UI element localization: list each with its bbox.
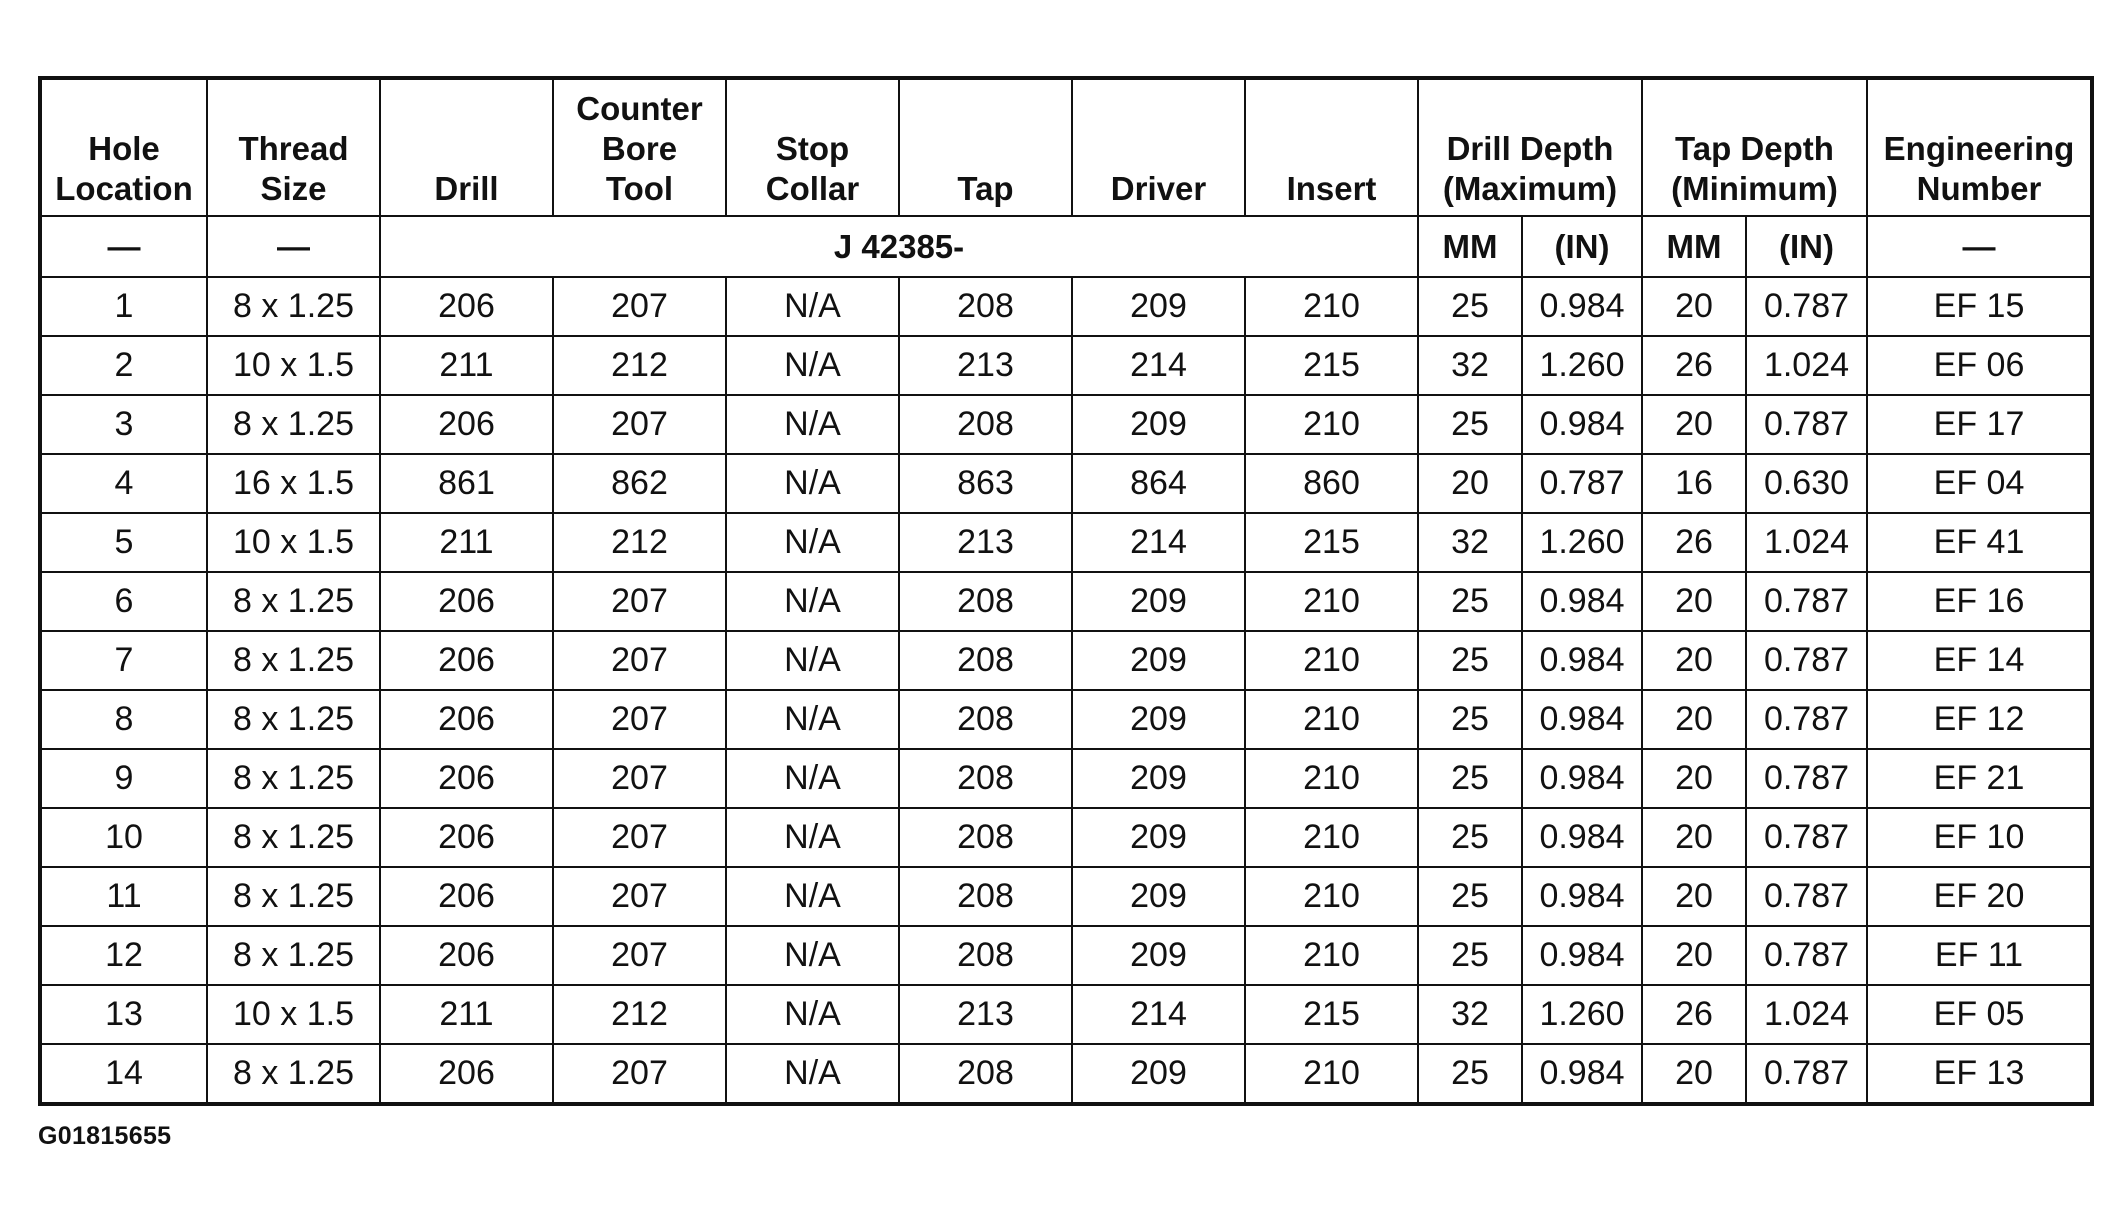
cell-tap-depth-mm: 20 bbox=[1642, 572, 1746, 631]
cell-counter-bore-tool: 207 bbox=[553, 572, 726, 631]
cell-counter-bore-tool: 207 bbox=[553, 277, 726, 336]
cell-counter-bore-tool: 862 bbox=[553, 454, 726, 513]
cell-counter-bore-tool: 207 bbox=[553, 867, 726, 926]
cell-tap-depth-mm: 20 bbox=[1642, 277, 1746, 336]
cell-hole-location: 8 bbox=[40, 690, 207, 749]
cell-thread-size: 8 x 1.25 bbox=[207, 1044, 380, 1104]
table-row bbox=[40, 277, 2092, 336]
header-line: Driver bbox=[1110, 170, 1207, 207]
header-line: Collar bbox=[765, 170, 860, 207]
cell-insert: 215 bbox=[1245, 985, 1418, 1044]
cell-tap: 863 bbox=[899, 454, 1072, 513]
cell-driver: 209 bbox=[1072, 690, 1245, 749]
cell-tap-depth-in: 0.630 bbox=[1746, 454, 1867, 513]
header-line: Thread bbox=[238, 130, 349, 167]
cell-counter-bore-tool: 207 bbox=[553, 808, 726, 867]
cell-drill-depth-in: 0.984 bbox=[1522, 690, 1642, 749]
cell-tap: 208 bbox=[899, 1044, 1072, 1104]
cell-stop-collar: N/A bbox=[726, 1044, 899, 1104]
cell-engineering-number: EF 41 bbox=[1867, 513, 2092, 572]
cell-driver: 864 bbox=[1072, 454, 1245, 513]
cell-drill-depth-in: 0.787 bbox=[1522, 454, 1642, 513]
header-tap-depth bbox=[1642, 78, 1867, 216]
cell-hole-location: 10 bbox=[40, 808, 207, 867]
cell-thread-size: 8 x 1.25 bbox=[207, 926, 380, 985]
unit-subheader-row bbox=[40, 216, 2092, 277]
header-line: Stop bbox=[775, 130, 850, 167]
cell-engineering-number: EF 16 bbox=[1867, 572, 2092, 631]
cell-insert: 215 bbox=[1245, 336, 1418, 395]
cell-insert: 210 bbox=[1245, 926, 1418, 985]
cell-engineering-number: EF 12 bbox=[1867, 690, 2092, 749]
table-row bbox=[40, 454, 2092, 513]
cell-tap-depth-mm: 26 bbox=[1642, 985, 1746, 1044]
subheader-tap-depth-mm: MM bbox=[1642, 216, 1746, 277]
cell-counter-bore-tool: 207 bbox=[553, 749, 726, 808]
cell-drill-depth-mm: 32 bbox=[1418, 985, 1522, 1044]
header-line: Tool bbox=[605, 170, 674, 207]
cell-tap-depth-mm: 20 bbox=[1642, 926, 1746, 985]
header-line: Location bbox=[55, 170, 193, 207]
cell-drill: 206 bbox=[380, 395, 553, 454]
cell-tap: 208 bbox=[899, 395, 1072, 454]
cell-tap: 208 bbox=[899, 277, 1072, 336]
cell-drill: 206 bbox=[380, 690, 553, 749]
cell-tap-depth-in: 1.024 bbox=[1746, 513, 1867, 572]
cell-drill-depth-in: 0.984 bbox=[1522, 631, 1642, 690]
cell-drill: 206 bbox=[380, 572, 553, 631]
cell-stop-collar: N/A bbox=[726, 631, 899, 690]
cell-drill-depth-in: 0.984 bbox=[1522, 749, 1642, 808]
cell-drill-depth-in: 1.260 bbox=[1522, 513, 1642, 572]
cell-drill-depth-mm: 25 bbox=[1418, 749, 1522, 808]
header-tap bbox=[899, 78, 1072, 216]
cell-tap-depth-mm: 20 bbox=[1642, 808, 1746, 867]
cell-drill: 211 bbox=[380, 513, 553, 572]
header-drill-depth bbox=[1418, 78, 1642, 216]
cell-drill: 206 bbox=[380, 867, 553, 926]
cell-thread-size: 8 x 1.25 bbox=[207, 808, 380, 867]
cell-drill-depth-in: 0.984 bbox=[1522, 808, 1642, 867]
cell-insert: 210 bbox=[1245, 690, 1418, 749]
cell-driver: 209 bbox=[1072, 1044, 1245, 1104]
cell-stop-collar: N/A bbox=[726, 867, 899, 926]
cell-driver: 209 bbox=[1072, 867, 1245, 926]
cell-drill: 206 bbox=[380, 1044, 553, 1104]
cell-drill: 211 bbox=[380, 985, 553, 1044]
cell-tap: 213 bbox=[899, 513, 1072, 572]
cell-drill: 206 bbox=[380, 277, 553, 336]
table-row bbox=[40, 985, 2092, 1044]
header-line: Number bbox=[1916, 170, 2042, 207]
cell-drill-depth-in: 0.984 bbox=[1522, 926, 1642, 985]
cell-engineering-number: EF 04 bbox=[1867, 454, 2092, 513]
cell-hole-location: 3 bbox=[40, 395, 207, 454]
cell-insert: 210 bbox=[1245, 749, 1418, 808]
cell-tap-depth-in: 0.787 bbox=[1746, 749, 1867, 808]
table-row bbox=[40, 749, 2092, 808]
cell-counter-bore-tool: 212 bbox=[553, 336, 726, 395]
cell-stop-collar: N/A bbox=[726, 690, 899, 749]
cell-stop-collar: N/A bbox=[726, 926, 899, 985]
cell-counter-bore-tool: 207 bbox=[553, 1044, 726, 1104]
cell-hole-location: 5 bbox=[40, 513, 207, 572]
cell-insert: 210 bbox=[1245, 808, 1418, 867]
cell-drill-depth-mm: 25 bbox=[1418, 808, 1522, 867]
header-thread-size bbox=[207, 78, 380, 216]
header-line: (Minimum) bbox=[1671, 170, 1838, 207]
cell-engineering-number: EF 21 bbox=[1867, 749, 2092, 808]
cell-counter-bore-tool: 212 bbox=[553, 985, 726, 1044]
cell-drill-depth-mm: 25 bbox=[1418, 572, 1522, 631]
cell-tap: 208 bbox=[899, 749, 1072, 808]
cell-stop-collar: N/A bbox=[726, 513, 899, 572]
cell-thread-size: 10 x 1.5 bbox=[207, 985, 380, 1044]
cell-tap-depth-in: 0.787 bbox=[1746, 631, 1867, 690]
cell-drill-depth-mm: 25 bbox=[1418, 277, 1522, 336]
cell-tap-depth-mm: 20 bbox=[1642, 1044, 1746, 1104]
cell-drill-depth-in: 1.260 bbox=[1522, 336, 1642, 395]
cell-tap-depth-in: 0.787 bbox=[1746, 808, 1867, 867]
header-stop-collar bbox=[726, 78, 899, 216]
cell-drill-depth-mm: 25 bbox=[1418, 1044, 1522, 1104]
cell-thread-size: 8 x 1.25 bbox=[207, 867, 380, 926]
cell-driver: 209 bbox=[1072, 277, 1245, 336]
cell-tap: 208 bbox=[899, 867, 1072, 926]
cell-drill: 206 bbox=[380, 749, 553, 808]
header-line: Counter bbox=[576, 90, 703, 127]
cell-tap-depth-mm: 20 bbox=[1642, 631, 1746, 690]
cell-driver: 209 bbox=[1072, 395, 1245, 454]
cell-tap-depth-mm: 20 bbox=[1642, 690, 1746, 749]
cell-stop-collar: N/A bbox=[726, 336, 899, 395]
table-row bbox=[40, 336, 2092, 395]
cell-drill-depth-mm: 25 bbox=[1418, 926, 1522, 985]
subheader-engineering-number: — bbox=[1867, 216, 2092, 277]
cell-driver: 214 bbox=[1072, 985, 1245, 1044]
cell-engineering-number: EF 20 bbox=[1867, 867, 2092, 926]
cell-driver: 209 bbox=[1072, 572, 1245, 631]
cell-thread-size: 10 x 1.5 bbox=[207, 513, 380, 572]
cell-drill-depth-mm: 32 bbox=[1418, 336, 1522, 395]
table-row bbox=[40, 631, 2092, 690]
table-row bbox=[40, 926, 2092, 985]
cell-hole-location: 2 bbox=[40, 336, 207, 395]
cell-driver: 209 bbox=[1072, 808, 1245, 867]
header-line: Tap Depth bbox=[1675, 130, 1834, 167]
cell-drill-depth-mm: 25 bbox=[1418, 631, 1522, 690]
table-row bbox=[40, 690, 2092, 749]
cell-driver: 214 bbox=[1072, 513, 1245, 572]
cell-thread-size: 8 x 1.25 bbox=[207, 572, 380, 631]
header-insert bbox=[1245, 78, 1418, 216]
header-line: Insert bbox=[1286, 170, 1377, 207]
cell-insert: 210 bbox=[1245, 867, 1418, 926]
cell-thread-size: 8 x 1.25 bbox=[207, 749, 380, 808]
cell-counter-bore-tool: 212 bbox=[553, 513, 726, 572]
header-line: Tap bbox=[957, 170, 1014, 207]
cell-counter-bore-tool: 207 bbox=[553, 631, 726, 690]
cell-hole-location: 6 bbox=[40, 572, 207, 631]
cell-hole-location: 9 bbox=[40, 749, 207, 808]
cell-thread-size: 8 x 1.25 bbox=[207, 277, 380, 336]
table-row bbox=[40, 1044, 2092, 1104]
cell-drill-depth-mm: 25 bbox=[1418, 867, 1522, 926]
table-row bbox=[40, 395, 2092, 454]
cell-drill: 206 bbox=[380, 926, 553, 985]
cell-drill-depth-mm: 32 bbox=[1418, 513, 1522, 572]
header-engineering-number bbox=[1867, 78, 2092, 216]
cell-hole-location: 14 bbox=[40, 1044, 207, 1104]
subheader-tool-prefix: J 42385- bbox=[380, 216, 1418, 277]
cell-tap-depth-in: 0.787 bbox=[1746, 572, 1867, 631]
cell-hole-location: 7 bbox=[40, 631, 207, 690]
cell-drill: 206 bbox=[380, 631, 553, 690]
cell-driver: 214 bbox=[1072, 336, 1245, 395]
cell-tap: 213 bbox=[899, 985, 1072, 1044]
cell-engineering-number: EF 05 bbox=[1867, 985, 2092, 1044]
header-line: Drill Depth bbox=[1446, 130, 1614, 167]
cell-hole-location: 4 bbox=[40, 454, 207, 513]
cell-stop-collar: N/A bbox=[726, 985, 899, 1044]
cell-drill-depth-in: 0.984 bbox=[1522, 395, 1642, 454]
cell-stop-collar: N/A bbox=[726, 572, 899, 631]
cell-insert: 215 bbox=[1245, 513, 1418, 572]
cell-driver: 209 bbox=[1072, 749, 1245, 808]
table-row bbox=[40, 513, 2092, 572]
cell-engineering-number: EF 11 bbox=[1867, 926, 2092, 985]
subheader-drill-depth-in: (IN) bbox=[1522, 216, 1642, 277]
cell-tap-depth-mm: 20 bbox=[1642, 749, 1746, 808]
cell-counter-bore-tool: 207 bbox=[553, 926, 726, 985]
cell-hole-location: 13 bbox=[40, 985, 207, 1044]
table-row bbox=[40, 808, 2092, 867]
cell-tap: 208 bbox=[899, 631, 1072, 690]
cell-engineering-number: EF 06 bbox=[1867, 336, 2092, 395]
cell-insert: 210 bbox=[1245, 395, 1418, 454]
cell-driver: 209 bbox=[1072, 631, 1245, 690]
cell-drill-depth-in: 1.260 bbox=[1522, 985, 1642, 1044]
cell-thread-size: 8 x 1.25 bbox=[207, 631, 380, 690]
cell-tap: 213 bbox=[899, 336, 1072, 395]
cell-thread-size: 16 x 1.5 bbox=[207, 454, 380, 513]
cell-thread-size: 8 x 1.25 bbox=[207, 395, 380, 454]
cell-insert: 860 bbox=[1245, 454, 1418, 513]
cell-tap-depth-mm: 26 bbox=[1642, 336, 1746, 395]
cell-drill-depth-mm: 25 bbox=[1418, 395, 1522, 454]
cell-tap: 208 bbox=[899, 572, 1072, 631]
cell-tap-depth-in: 0.787 bbox=[1746, 867, 1867, 926]
cell-tap-depth-in: 0.787 bbox=[1746, 926, 1867, 985]
cell-insert: 210 bbox=[1245, 572, 1418, 631]
cell-tap-depth-in: 0.787 bbox=[1746, 395, 1867, 454]
cell-driver: 209 bbox=[1072, 926, 1245, 985]
cell-engineering-number: EF 10 bbox=[1867, 808, 2092, 867]
table-body bbox=[40, 277, 2092, 1104]
cell-engineering-number: EF 13 bbox=[1867, 1044, 2092, 1104]
cell-insert: 210 bbox=[1245, 277, 1418, 336]
cell-hole-location: 12 bbox=[40, 926, 207, 985]
cell-engineering-number: EF 17 bbox=[1867, 395, 2092, 454]
cell-drill-depth-in: 0.984 bbox=[1522, 572, 1642, 631]
cell-hole-location: 11 bbox=[40, 867, 207, 926]
header-line: Hole bbox=[88, 130, 160, 167]
header-line: Drill bbox=[434, 170, 499, 207]
cell-drill: 211 bbox=[380, 336, 553, 395]
cell-hole-location: 1 bbox=[40, 277, 207, 336]
header-line: Engineering bbox=[1883, 130, 2075, 167]
cell-tap: 208 bbox=[899, 690, 1072, 749]
header-line: Size bbox=[260, 170, 327, 207]
cell-tap-depth-in: 1.024 bbox=[1746, 336, 1867, 395]
cell-tap-depth-in: 1.024 bbox=[1746, 985, 1867, 1044]
header-line: (Maximum) bbox=[1442, 170, 1618, 207]
cell-drill-depth-in: 0.984 bbox=[1522, 1044, 1642, 1104]
cell-stop-collar: N/A bbox=[726, 277, 899, 336]
thread-repair-spec-table bbox=[38, 76, 2094, 1106]
cell-insert: 210 bbox=[1245, 1044, 1418, 1104]
cell-tap-depth-mm: 26 bbox=[1642, 513, 1746, 572]
header-drill bbox=[380, 78, 553, 216]
subheader-drill-depth-mm: MM bbox=[1418, 216, 1522, 277]
cell-drill-depth-mm: 25 bbox=[1418, 690, 1522, 749]
cell-stop-collar: N/A bbox=[726, 808, 899, 867]
cell-stop-collar: N/A bbox=[726, 395, 899, 454]
cell-drill: 206 bbox=[380, 808, 553, 867]
table-row bbox=[40, 867, 2092, 926]
subheader-thread-size: — bbox=[207, 216, 380, 277]
cell-thread-size: 10 x 1.5 bbox=[207, 336, 380, 395]
cell-drill-depth-mm: 20 bbox=[1418, 454, 1522, 513]
cell-tap-depth-in: 0.787 bbox=[1746, 690, 1867, 749]
cell-stop-collar: N/A bbox=[726, 454, 899, 513]
cell-drill-depth-in: 0.984 bbox=[1522, 867, 1642, 926]
table-row bbox=[40, 572, 2092, 631]
header-counter-bore-tool bbox=[553, 78, 726, 216]
cell-counter-bore-tool: 207 bbox=[553, 395, 726, 454]
cell-drill-depth-in: 0.984 bbox=[1522, 277, 1642, 336]
cell-stop-collar: N/A bbox=[726, 749, 899, 808]
cell-thread-size: 8 x 1.25 bbox=[207, 690, 380, 749]
header-hole-location bbox=[40, 78, 207, 216]
cell-tap-depth-in: 0.787 bbox=[1746, 277, 1867, 336]
subheader-tap-depth-in: (IN) bbox=[1746, 216, 1867, 277]
cell-tap-depth-mm: 16 bbox=[1642, 454, 1746, 513]
cell-counter-bore-tool: 207 bbox=[553, 690, 726, 749]
cell-tap-depth-mm: 20 bbox=[1642, 867, 1746, 926]
cell-tap-depth-mm: 20 bbox=[1642, 395, 1746, 454]
cell-tap-depth-in: 0.787 bbox=[1746, 1044, 1867, 1104]
cell-drill: 861 bbox=[380, 454, 553, 513]
cell-engineering-number: EF 14 bbox=[1867, 631, 2092, 690]
column-header-row bbox=[40, 78, 2092, 216]
cell-tap: 208 bbox=[899, 808, 1072, 867]
cell-tap: 208 bbox=[899, 926, 1072, 985]
cell-insert: 210 bbox=[1245, 631, 1418, 690]
figure-id: G01815655 bbox=[38, 1122, 172, 1150]
header-driver bbox=[1072, 78, 1245, 216]
cell-engineering-number: EF 15 bbox=[1867, 277, 2092, 336]
subheader-hole-location: — bbox=[40, 216, 207, 277]
header-line: Bore bbox=[601, 130, 678, 167]
